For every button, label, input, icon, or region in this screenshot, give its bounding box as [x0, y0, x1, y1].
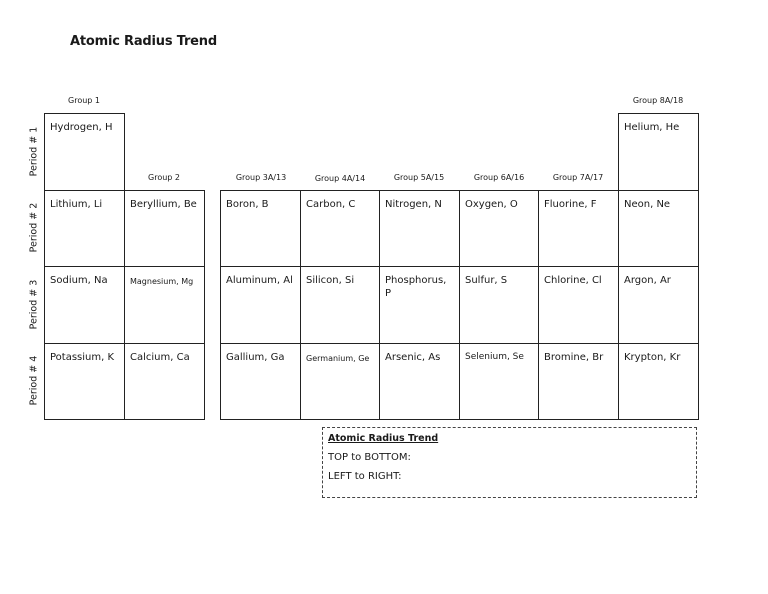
element-cell-beryllium: Beryllium, Be	[124, 190, 205, 267]
element-cell-aluminum: Aluminum, Al	[220, 266, 301, 344]
element-cell-hydrogen: Hydrogen, H	[44, 113, 125, 191]
element-cell-phosphorus: Phosphorus, P	[379, 266, 460, 344]
period-3-label: Period # 3	[28, 279, 40, 330]
element-cell-krypton: Krypton, Kr	[618, 343, 699, 420]
trend-box-title: Atomic Radius Trend	[328, 433, 439, 444]
element-cell-bromine: Bromine, Br	[538, 343, 619, 420]
element-cell-potassium: Potassium, K	[44, 343, 125, 420]
group-1-label: Group 1	[68, 96, 100, 105]
element-cell-boron: Boron, B	[220, 190, 301, 267]
element-cell-carbon: Carbon, C	[300, 190, 380, 267]
element-cell-neon: Neon, Ne	[618, 190, 699, 267]
element-cell-gallium: Gallium, Ga	[220, 343, 301, 420]
element-cell-argon: Argon, Ar	[618, 266, 699, 344]
trend-answer-box	[322, 427, 697, 498]
element-cell-oxygen: Oxygen, O	[459, 190, 539, 267]
group-2-label: Group 2	[148, 173, 180, 182]
element-cell-arsenic: Arsenic, As	[379, 343, 460, 420]
group-18-label: Group 8A/18	[632, 96, 684, 105]
group-15-label: Group 5A/15	[393, 173, 445, 182]
group-13-label: Group 3A/13	[235, 173, 287, 182]
period-2-label: Period # 2	[28, 202, 40, 253]
trend-left-right-label: LEFT to RIGHT:	[328, 471, 402, 482]
element-cell-calcium: Calcium, Ca	[124, 343, 205, 420]
element-cell-nitrogen: Nitrogen, N	[379, 190, 460, 267]
group-14-label: Group 4A/14	[314, 174, 366, 183]
period-1-label: Period # 1	[28, 126, 40, 177]
element-cell-helium: Helium, He	[618, 113, 699, 191]
element-cell-fluorine: Fluorine, F	[538, 190, 619, 267]
group-16-label: Group 6A/16	[473, 173, 525, 182]
element-cell-chlorine: Chlorine, Cl	[538, 266, 619, 344]
element-cell-silicon: Silicon, Si	[300, 266, 380, 344]
element-cell-magnesium: Magnesium, Mg	[124, 266, 205, 344]
group-17-label: Group 7A/17	[552, 173, 604, 182]
element-cell-lithium: Lithium, Li	[44, 190, 125, 267]
element-cell-sodium: Sodium, Na	[44, 266, 125, 344]
period-4-label: Period # 4	[28, 355, 40, 406]
element-cell-germanium: Germanium, Ge	[300, 343, 380, 420]
page-title: Atomic Radius Trend	[70, 34, 217, 49]
element-cell-sulfur: Sulfur, S	[459, 266, 539, 344]
trend-top-bottom-label: TOP to BOTTOM:	[328, 452, 411, 463]
element-cell-selenium: Selenium, Se	[459, 343, 539, 420]
